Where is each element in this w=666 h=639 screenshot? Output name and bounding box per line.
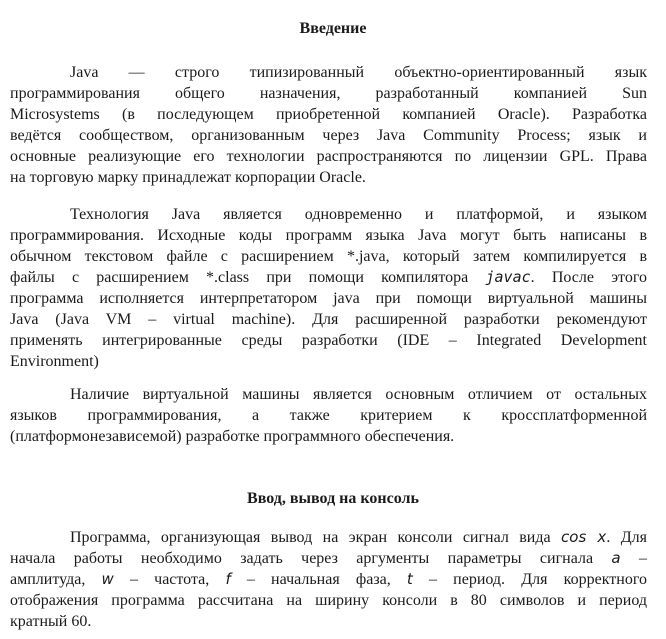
paragraph-console-program bbox=[10, 527, 647, 632]
text-line: программа исполняется интерпретатором java при помощи виртуальной машины bbox=[10, 290, 647, 307]
text-fragment: – начальная фаза, bbox=[230, 571, 407, 588]
text-line: программирования. Исходные коды программ языка Java могут быть написаны в bbox=[10, 227, 647, 244]
text-line: Java — строго типизированный объектно-ориентированный язык bbox=[70, 64, 647, 81]
section-title-introduction: Введение bbox=[299, 20, 367, 37]
text-line: кратный 60. bbox=[10, 613, 92, 630]
text-line bbox=[10, 527, 647, 548]
text-line: основные реализующие его технологии распространяются по лицензии GPL. Права bbox=[10, 148, 647, 165]
text-fragment: – частота, bbox=[113, 571, 226, 588]
text-fragment: . Для bbox=[606, 529, 647, 546]
paragraph-java-intro bbox=[10, 62, 647, 188]
text-line: применять интегрированные среды разработки (IDE – Integrated Development bbox=[10, 332, 647, 349]
text-line: обычном текстовом файле с расширением *.java, который затем компилируется в bbox=[10, 248, 647, 265]
text-line bbox=[10, 569, 647, 590]
text-fragment: Программа, организующая вывод на экран консоли сигнал вида bbox=[70, 529, 562, 546]
math-t: t bbox=[406, 570, 413, 588]
text-line: (платформонезависемой) разработке программного обеспечения. bbox=[10, 428, 455, 445]
text-line: Java (Java VM – virtual machine). Для расширенной разработки рекомендуют bbox=[10, 311, 647, 328]
math-a: a bbox=[611, 549, 621, 567]
text-line: на торговую марку принадлежат корпорации Oracle. bbox=[10, 169, 366, 186]
text-line: Технология Java является одновременно и платформой, и языком bbox=[70, 206, 647, 223]
text-line bbox=[10, 267, 647, 288]
section-title-console-io: Ввод, вывод на консоль bbox=[247, 490, 419, 507]
math-w: w bbox=[101, 570, 114, 588]
text-line: Наличие виртуальной машины является основным отличием от остальных bbox=[70, 386, 647, 403]
text-line: Microsystems (в последующем приобретенной компанией Oracle). Разработка bbox=[10, 106, 647, 123]
text-fragment: – период. Для корректного bbox=[412, 571, 648, 588]
code-javac: javac bbox=[485, 268, 531, 286]
paragraph-virtual-machine bbox=[10, 384, 647, 447]
text-line: программирования общего назначения, разработанный компанией Sun bbox=[10, 85, 647, 102]
text-fragment: начала работы необходимо задать через аргументы параметры сигнала bbox=[10, 550, 612, 567]
text-line: языков программирования, а также критерием к кроссплатформенной bbox=[10, 407, 647, 424]
paragraph-java-technology bbox=[10, 204, 647, 372]
text-fragment: – bbox=[620, 550, 647, 567]
math-cos-x: cos x bbox=[561, 528, 607, 546]
text-line: Environment) bbox=[10, 353, 99, 370]
text-line: ведётся сообществом, организованным через Java Community Process; язык и bbox=[10, 127, 647, 144]
text-line bbox=[10, 548, 647, 569]
text-fragment: файлы с расширением *.class при помощи компилятора bbox=[10, 269, 486, 286]
text-line: отображения программа рассчитана на ширину консоли в 80 символов и период bbox=[10, 592, 647, 609]
text-fragment: амплитуда, bbox=[10, 571, 102, 588]
math-f: f bbox=[225, 570, 231, 588]
text-fragment: . После этого bbox=[530, 269, 648, 286]
